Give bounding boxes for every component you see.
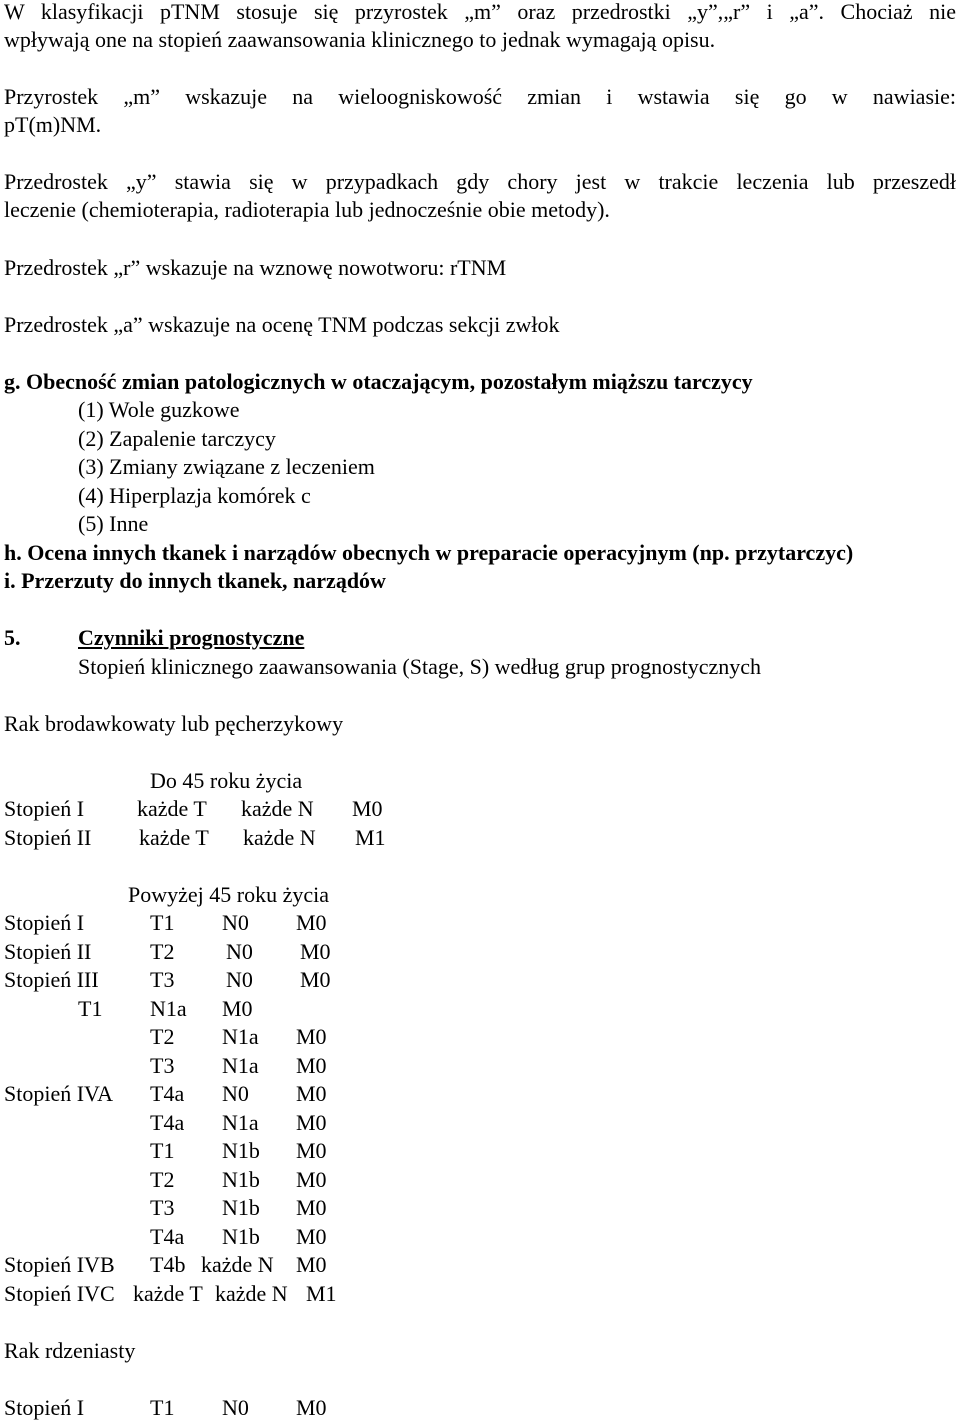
n-cell: każde N <box>201 1252 274 1277</box>
n-cell: N1b <box>222 1138 260 1163</box>
m-cell: M0 <box>296 910 327 935</box>
section-g-heading: g. Obecność zmian patologicznych w otaczającym, pozostałym miąższu tarczycy <box>4 369 753 394</box>
stage-cell: Stopień I <box>4 1395 85 1420</box>
m-cell: M0 <box>296 1024 327 1049</box>
m-cell: M0 <box>296 1110 327 1135</box>
over-45-title: Powyżej 45 roku życia <box>128 882 329 907</box>
m-cell: M0 <box>296 1224 327 1249</box>
t-cell: T4b <box>150 1252 186 1277</box>
m-cell: M0 <box>296 1195 327 1220</box>
n-cell: N1b <box>222 1224 260 1249</box>
m-cell: M0 <box>296 1081 327 1106</box>
medullary-heading: Rak rdzeniasty <box>4 1338 136 1363</box>
n-cell: N0 <box>226 967 253 992</box>
n-cell: N0 <box>222 1395 249 1420</box>
section-h-heading: h. Ocena innych tkanek i narządów obecnych w preparacie operacyjnym (np. przytarczyc) <box>4 540 854 565</box>
n-cell: każde N <box>243 825 316 850</box>
m-suffix-line-2: pT(m)NM. <box>4 112 102 137</box>
y-prefix-line-1: Przedrostek „y” stawia się w przypadkach gdy chory jest w trakcie leczenia lub przeszedł <box>4 169 956 194</box>
n-cell: N0 <box>222 1081 249 1106</box>
m-cell: M0 <box>296 1053 327 1078</box>
section-5-number: 5. <box>4 625 21 650</box>
m-cell: M0 <box>296 1252 327 1277</box>
stage-cell: Stopień IVC <box>4 1281 115 1306</box>
n-cell: N0 <box>222 910 249 935</box>
m-cell: M0 <box>300 967 331 992</box>
n-cell: każde N <box>241 796 314 821</box>
t-cell: T1 <box>150 1138 175 1163</box>
stage-cell: Stopień IVA <box>4 1081 113 1106</box>
m-cell: M0 <box>300 939 331 964</box>
m-cell: M1 <box>306 1281 337 1306</box>
stage-cell: Stopień II <box>4 939 92 964</box>
t-cell: T1 <box>78 996 103 1021</box>
y-prefix-line-2: leczenie (chemioterapia, radioterapia lub jednocześnie obie metody). <box>4 197 610 222</box>
t-cell: każde T <box>139 825 209 850</box>
section-5-subtitle: Stopień klinicznego zaawansowania (Stage, S) według grup prognostycznych <box>78 654 762 679</box>
section-g-item: (1) Wole guzkowe <box>78 397 240 422</box>
n-cell: N0 <box>226 939 253 964</box>
stage-cell: Stopień II <box>4 825 92 850</box>
section-g-item: (5) Inne <box>78 511 149 536</box>
t-cell: T4a <box>150 1110 185 1135</box>
t-cell: każde T <box>133 1281 203 1306</box>
t-cell: T3 <box>150 967 175 992</box>
intro-line-1: W klasyfikacji pTNM stosuje się przyrostek „m” oraz przedrostki „y”,„r” i „a”. Chociaż nie <box>4 0 956 24</box>
intro-line-2: wpływają one na stopień zaawansowania klinicznego to jednak wymagają opisu. <box>4 27 716 52</box>
m-cell: M0 <box>296 1167 327 1192</box>
m-cell: M0 <box>222 996 253 1021</box>
n-cell: N1a <box>222 1110 259 1135</box>
section-g-item: (4) Hiperplazja komórek c <box>78 483 311 508</box>
section-i-heading: i. Przerzuty do innych tkanek, narządów <box>4 568 386 593</box>
section-g-item: (3) Zmiany związane z leczeniem <box>78 454 375 479</box>
n-cell: każde N <box>215 1281 288 1306</box>
t-cell: T2 <box>150 1167 175 1192</box>
t-cell: T1 <box>150 1395 175 1420</box>
t-cell: T3 <box>150 1195 175 1220</box>
t-cell: T4a <box>150 1081 185 1106</box>
t-cell: T2 <box>150 939 175 964</box>
section-5-title: Czynniki prognostyczne <box>78 625 305 650</box>
stage-cell: Stopień IVB <box>4 1252 115 1277</box>
m-suffix-line-1: Przyrostek „m” wskazuje na wieloogniskowość zmian i wstawia się go w nawiasie: <box>4 84 956 109</box>
t-cell: T3 <box>150 1053 175 1078</box>
r-prefix-line: Przedrostek „r” wskazuje na wznowę nowotworu: rTNM <box>4 255 507 280</box>
stage-cell: Stopień I <box>4 910 85 935</box>
papillary-heading: Rak brodawkowaty lub pęcherzykowy <box>4 711 344 736</box>
t-cell: każde T <box>137 796 207 821</box>
m-cell: M1 <box>355 825 386 850</box>
t-cell: T1 <box>150 910 175 935</box>
stage-cell: Stopień III <box>4 967 99 992</box>
n-cell: N1b <box>222 1195 260 1220</box>
a-prefix-line: Przedrostek „a” wskazuje na ocenę TNM podczas sekcji zwłok <box>4 312 560 337</box>
m-cell: M0 <box>296 1138 327 1163</box>
under-45-title: Do 45 roku życia <box>150 768 303 793</box>
n-cell: N1a <box>222 1024 259 1049</box>
m-cell: M0 <box>352 796 383 821</box>
stage-cell: Stopień I <box>4 796 85 821</box>
n-cell: N1a <box>150 996 187 1021</box>
t-cell: T4a <box>150 1224 185 1249</box>
n-cell: N1a <box>222 1053 259 1078</box>
t-cell: T2 <box>150 1024 175 1049</box>
m-cell: M0 <box>296 1395 327 1420</box>
section-g-item: (2) Zapalenie tarczycy <box>78 426 276 451</box>
n-cell: N1b <box>222 1167 260 1192</box>
